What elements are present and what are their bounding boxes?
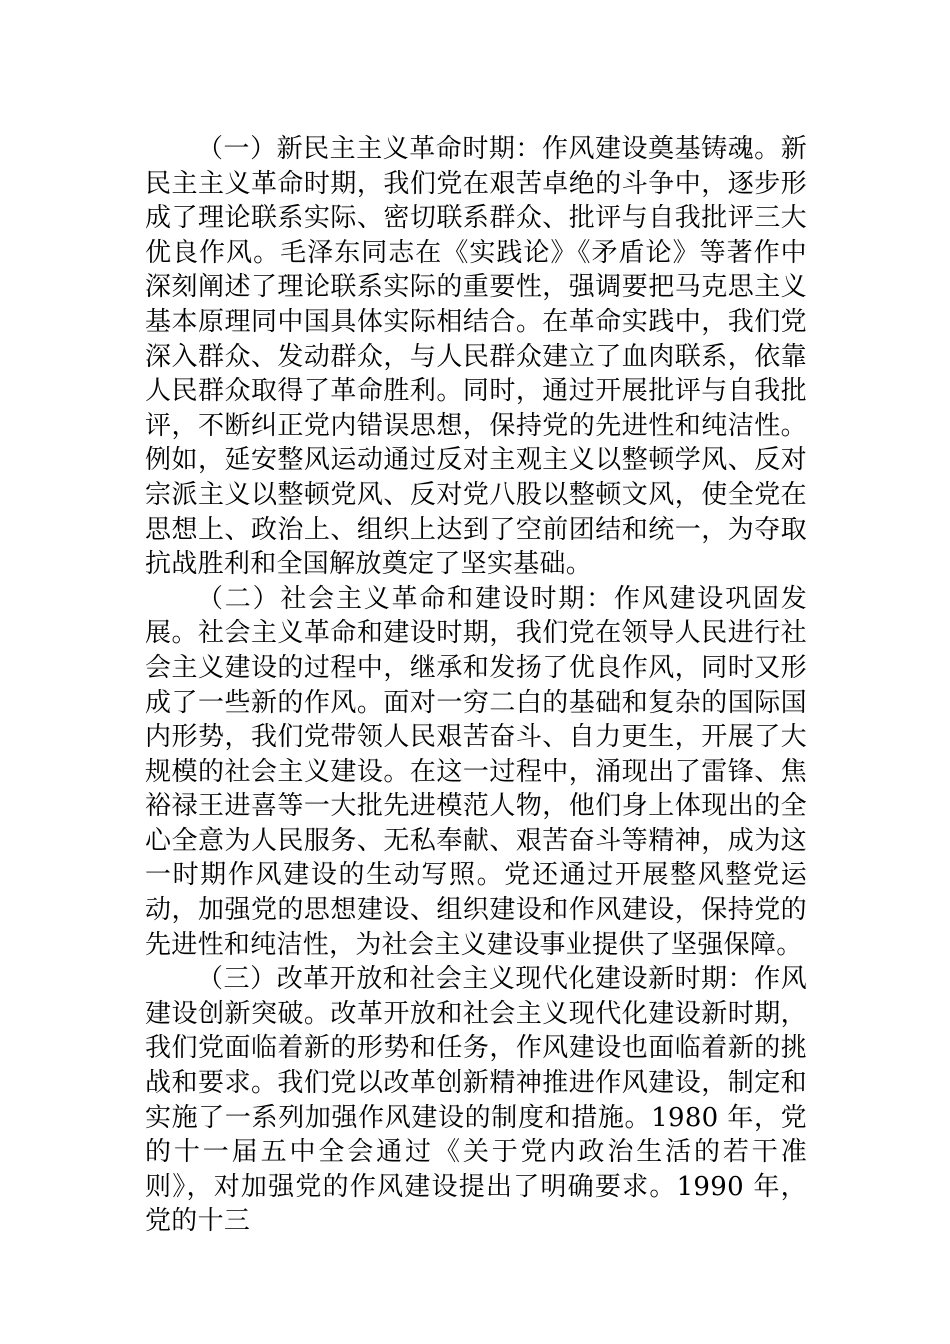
paragraph-socialist-revolution-construction: （二）社会主义革命和建设时期：作风建设巩固发展。社会主义革命和建设时期，我们党在领导人民进行社会主义建设的过程中，继承和发扬了优良作风，同时又形成了一些新的作风。面对一穷二白的基础和复杂的国际国内形势，我们党带领人民艰苦奋斗、自力更生，开展了大规模的社会主义建设。在这一过程中，涌现出了雷锋、焦裕禄王进喜等一大批先进模范人物，他们身上体现出的全心全意为人民服务、无私奉献、艰苦奋斗等精神，成为这一时期作风建设的生动写照。党还通过开展整风整党运动，加强党的思想建设、组织建设和作风建设，保持党的先进性和纯洁性，为社会主义建设事业提供了坚强保障。 xyxy=(145,583,807,960)
paragraph-reform-opening-up: （三）改革开放和社会主义现代化建设新时期：作风建设创新突破。改革开放和社会主义现代化建设新时期，我们党面临着新的形势和任务，作风建设也面临着新的挑战和要求。我们党以改革创新精神推进作风建设，制定和实施了一系列加强作风建设的制度和措施。1980 年，党的十一届五中全会通过《关于党内政治生活的若干准则》，对加强党的作风建设提出了明确要求。1990 年，党的十三 xyxy=(145,964,807,1237)
paragraph-new-democratic-revolution: （一）新民主主义革命时期：作风建设奠基铸魂。新民主主义革命时期，我们党在艰苦卓绝的斗争中，逐步形成了理论联系实际、密切联系群众、批评与自我批评三大优良作风。毛泽东同志在《实践论》《矛盾论》等著作中深刻阐述了理论联系实际的重要性，强调要把马克思主义基本原理同中国具体实际相结合。在革命实践中，我们党深入群众、发动群众，与人民群众建立了血肉联系，依靠人民群众取得了革命胜利。同时，通过开展批评与自我批评，不断纠正党内错误思想，保持党的先进性和纯洁性。例如，延安整风运动通过反对主观主义以整顿学风、反对宗派主义以整顿党风、反对党八股以整顿文风，使全党在思想上、政治上、组织上达到了空前团结和统一，为夺取抗战胜利和全国解放奠定了坚实基础。 xyxy=(145,134,807,580)
document-body xyxy=(145,132,807,1239)
